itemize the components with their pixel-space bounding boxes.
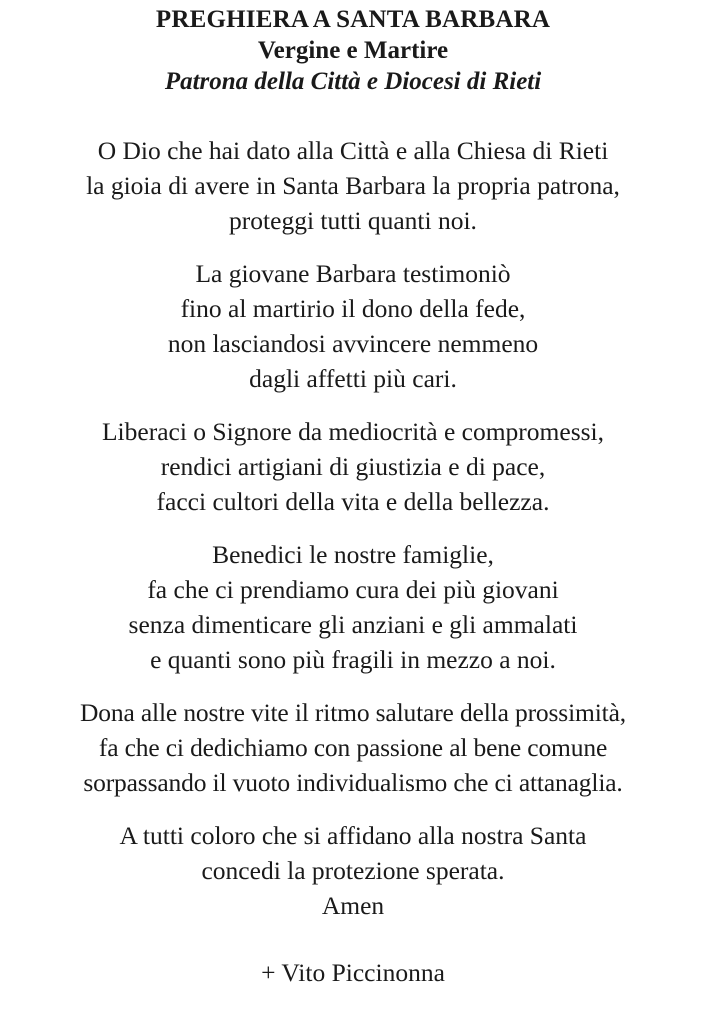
stanza-line: la gioia di avere in Santa Barbara la propria patrona, xyxy=(86,171,620,200)
stanza-6 xyxy=(0,818,706,923)
signature: + Vito Piccinonna xyxy=(261,958,445,987)
stanza-1 xyxy=(0,133,706,238)
stanza-line: A tutti coloro che si affidano alla nostra Santa xyxy=(119,821,587,850)
amen-line: Amen xyxy=(321,891,385,920)
stanza-line: dagli affetti più cari. xyxy=(249,364,457,393)
stanza-2 xyxy=(0,256,706,396)
prayer-header xyxy=(0,0,706,97)
stanza-line: Liberaci o Signore da mediocrità e compromessi, xyxy=(101,417,605,446)
stanza-line: fa che ci dedichiamo con passione al bene comune xyxy=(98,733,608,762)
stanza-line: facci cultori della vita e della bellezza. xyxy=(156,487,550,516)
prayer-title: PREGHIERA A SANTA BARBARA xyxy=(155,6,551,33)
stanza-line: sorpassando il vuoto individualismo che ci attanaglia. xyxy=(83,768,623,797)
stanza-line: e quanti sono più fragili in mezzo a noi. xyxy=(150,645,556,674)
stanza-line: O Dio che hai dato alla Città e alla Chiesa di Rieti xyxy=(97,136,609,165)
prayer-body xyxy=(0,133,706,923)
stanza-line: Dona alle nostre vite il ritmo salutare della prossimità, xyxy=(80,698,626,727)
prayer-subtitle: Vergine e Martire xyxy=(257,37,449,64)
stanza-line: rendici artigiani di giustizia e di pace, xyxy=(160,452,546,481)
stanza-line: senza dimenticare gli anziani e gli ammalati xyxy=(128,610,578,639)
stanza-line: non lasciandosi avvincere nemmeno xyxy=(167,329,539,358)
stanza-line: proteggi tutti quanti noi. xyxy=(229,206,477,235)
stanza-3 xyxy=(0,414,706,519)
stanza-5 xyxy=(0,695,706,800)
stanza-line: fa che ci prendiamo cura dei più giovani xyxy=(147,575,559,604)
stanza-line: concedi la protezione sperata. xyxy=(201,856,505,885)
patronage-line: Patrona della Città e Diocesi di Rieti xyxy=(164,68,542,95)
stanza-4 xyxy=(0,537,706,677)
stanza-line: Benedici le nostre famiglie, xyxy=(212,540,494,569)
stanza-line: La giovane Barbara testimoniò xyxy=(195,259,511,288)
stanza-line: fino al martirio il dono della fede, xyxy=(180,294,526,323)
